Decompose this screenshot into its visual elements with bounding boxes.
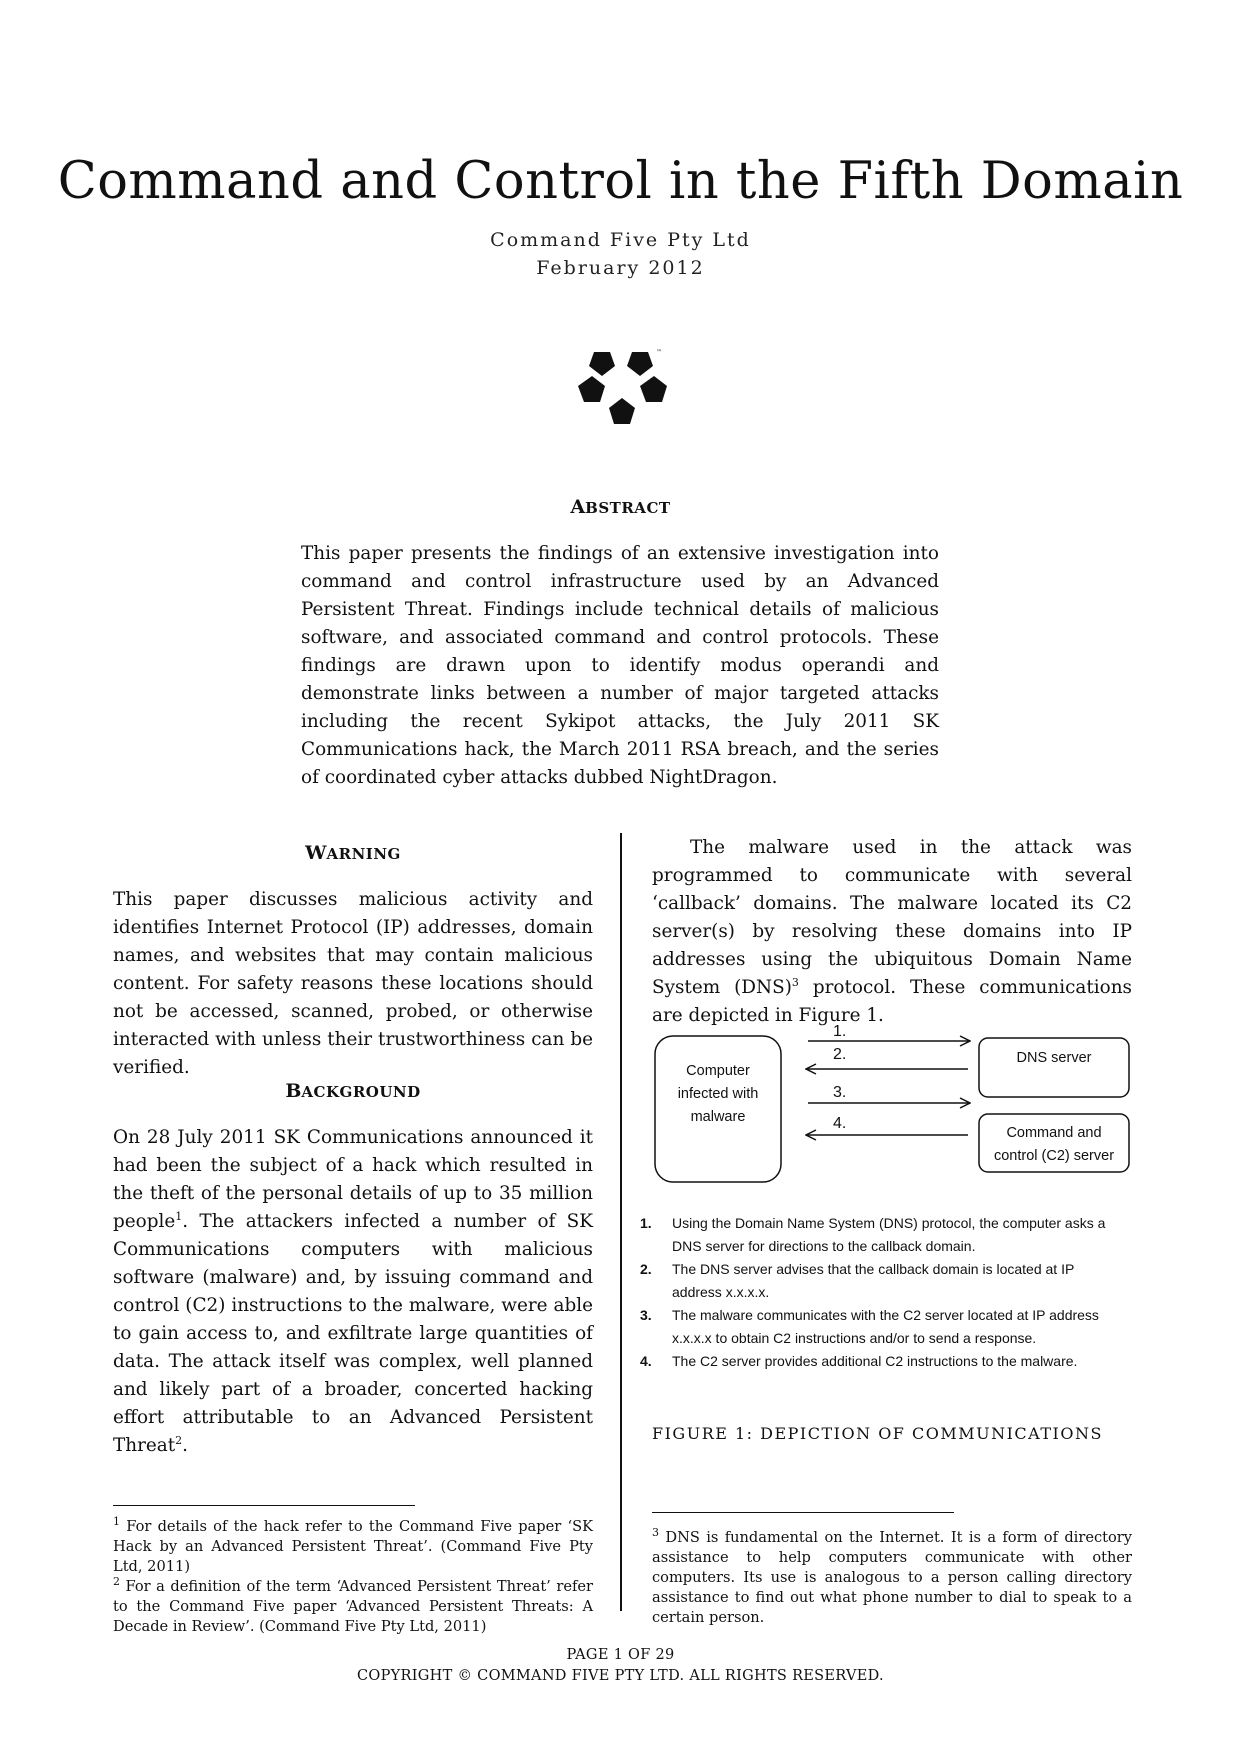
figure-step: 3. The malware communicates with the C2 server located at IP address x.x.x.x to obtain C2 instructions and/or to send a response. [640,1307,1099,1346]
c2-label-line-1: Command and [1006,1125,1102,1141]
footnote-ref-3: 3 [791,975,799,989]
date-line: February 2012 [536,257,705,279]
pentagon-flower-logo-icon [572,346,672,438]
author-line: Command Five Pty Ltd [490,229,751,251]
footnotes-right [652,1528,1132,1628]
arrow-3-label: 3. [833,1084,847,1101]
footnote-2: $^2$ For a definition of the term ‘Advanced Persistent Threat’ refer to the Command Five paper ‘Advanced Persistent Threats: A Decade in Review’. (Command Five Pty Ltd, 2011) [113,1575,593,1635]
arrow-4-label: 4. [833,1115,847,1132]
copyright-notice: COPYRIGHT © COMMAND FIVE PTY LTD. ALL RIGHTS RESERVED. [357,1668,884,1684]
arrow-2-label: 2. [833,1046,847,1063]
figure-step: 4. The C2 server provides additional C2 instructions to the malware. [640,1353,1078,1369]
footnotes-left [113,1517,593,1637]
page-number: PAGE 1 OF 29 [566,1647,675,1663]
trademark-mark: ™ [656,349,662,356]
abstract-heading: ABSTRACT [570,496,671,518]
figure-steps-list [640,1212,1120,1373]
abstract-text: This paper presents the findings of an extensive investigation into command and control infrastructure used by an Advanced Persistent Threat. Findings include technical details of malicious software, and associated command and control protocols. These findings are drawn upon to identify modus operandi and demonstrate links between a number of major targeted attacks including the recent Sykipot attacks, the July 2011 SK Communications hack, the March 2011 RSA breach, and the series of coordinated cyber attacks dubbed NightDragon. [301,543,939,788]
footnote-1: $^1$ For details of the hack refer to the Command Five paper ‘SK Hack by an Advanced Persistent Threat’. (Command Five Pty Ltd, 2011) [113,1515,593,1575]
dns-server-label: DNS server [1016,1050,1092,1066]
warning-text: This paper discusses malicious activity and identifies Internet Protocol (IP) addresses, domain names, and websites that may contain malicious content. For safety reasons these locations should not be accessed, scanned, probed, or otherwise interacted with unless their trustworthiness can be verified. [113,889,593,1078]
figure-step: 2. The DNS server advises that the callback domain is located at IP address x.x.x.x. [640,1261,1075,1300]
warning-heading: WARNING [305,842,401,864]
footnote-rule-left [113,1505,415,1506]
footnote-ref-1: 1 [175,1209,183,1223]
computer-label-line-3: malware [690,1109,746,1125]
figure-caption: FIGURE 1: DEPICTION OF COMMUNICATIONS [652,1424,1103,1443]
computer-label-line-1: Computer [686,1063,750,1079]
footnote-rule-right [652,1512,954,1513]
dns-server-box [979,1038,1129,1097]
computer-label-line-2: infected with [677,1086,759,1102]
background-heading: BACKGROUND [285,1080,421,1102]
background-text: On 28 July 2011 SK Communications announced it had been the subject of a hack which resulted in the theft of the personal details of up to 35 million people$^1$. The attackers infected a number of SK Communications computers with malicious software (malware) and, by issuing command and control (C2) instructions to the malware, were able to gain access to, and exfiltrate large quantities of data. The attack itself was complex, well planned and likely part of a broader, concerted hacking effort attributable to an Advanced Persistent Threat$^2$. [113,1127,593,1456]
column-divider [620,833,622,1611]
communications-diagram [650,1024,1135,1184]
paper-title: Command and Control in the Fifth Domain [57,152,1184,211]
arrow-1-label: 1. [833,1024,847,1040]
figure-step: 1. Using the Domain Name System (DNS) protocol, the computer asks a DNS server for directions to the callback domain. [640,1215,1106,1254]
intro-paragraph: The malware used in the attack was programmed to communicate with several ‘callback’ domains. The malware located its C2 server(s) by resolving these domains into IP addresses using the ubiquitous Domain Name System (DNS)$^3$ protocol. These communications are depicted in Figure 1. [652,837,1132,1026]
c2-label-line-2: control (C2) server [993,1148,1115,1164]
footnote-3: $^3$ DNS is fundamental on the Internet. It is a form of directory assistance to help computers communicate with other computers. Its use is analogous to a person calling directory assistance to find out what phone number to dial to speak to a certain person. [652,1526,1132,1626]
footnote-ref-2: 2 [175,1433,183,1447]
